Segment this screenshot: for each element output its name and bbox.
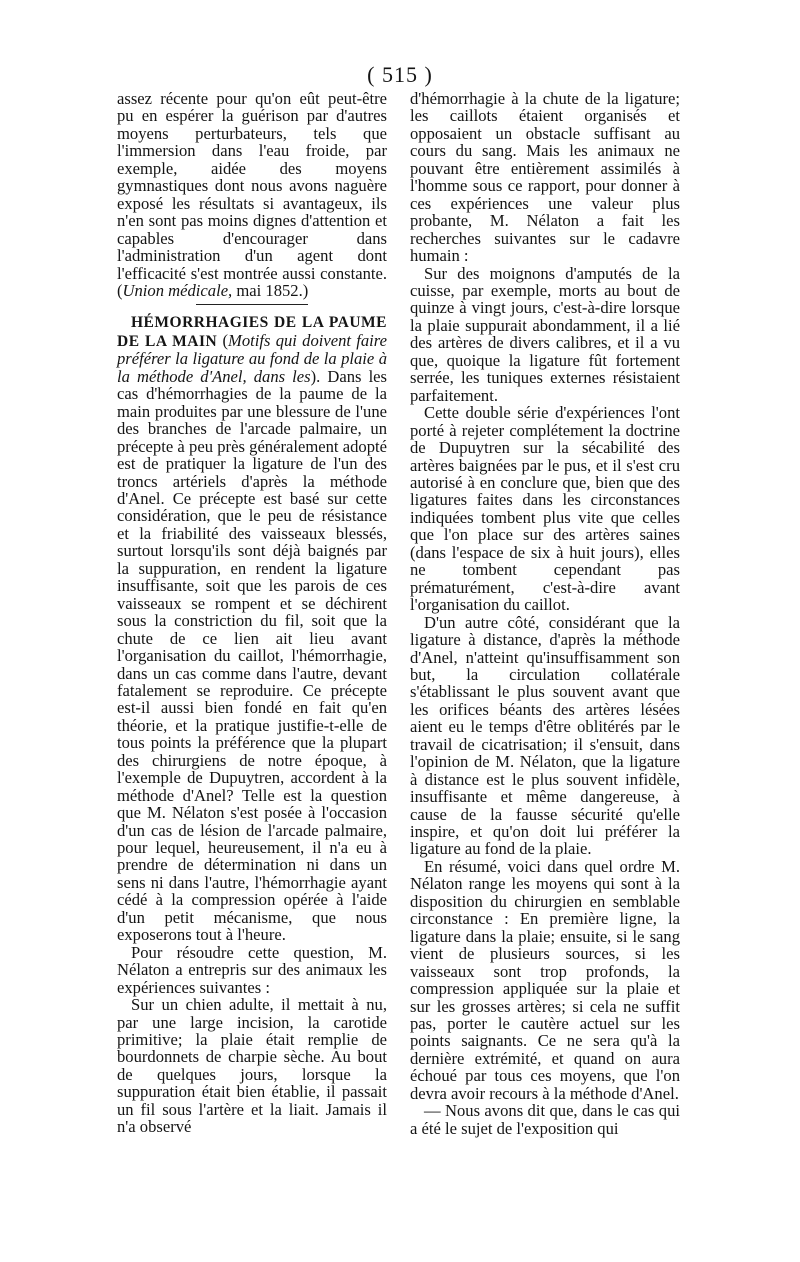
source-open: ( [117,280,123,300]
page-number: ( 515 ) [367,62,433,87]
paragraph: Sur des moignons d'amputés de la cuisse, par exemple, morts au bout de quinze à vingt jours, c'est-à-dire lorsque la plaie suppurait abondamment, il a lié des artères de divers calibres, et il a vu que, quoique la ligature fût fortement serrée, les tuniques externes résistaient parfaitement. [410,263,680,405]
paragraph [117,90,387,299]
section-heading: HÉMORRHAGIES DE LA PAUME DE LA MAIN [117,314,387,350]
paragraph: En résumé, voici dans quel ordre M. Nélaton range les moyens qui sont à la disposition du chirurgien en semblable circonstance : En première ligne, la ligature dans la plaie; ensuite, si le sang vient de plusieurs sources, si les vaisseaux sont trop profonds, la compression appliquée sur la plaie et sur les grosses artères; si cela ne suffit pas, porter le cautère actuel sur les points saignants. Ce ne sera qu'à la dernière extrémité, et quand on aura échoué par tous ces moyens, que l'on devra avoir recours à la méthode d'Anel. [410,856,680,1103]
paragraph: d'hémorrhagie à la chute de la ligature; les caillots étaient organisés et opposaient un obstacle suffisant au cours du sang. Mais les animaux ne pouvant être entièrement assimilés à l'homme sous ce rapport, pour donner à ces expériences une valeur plus probante, M. Nélaton a fait les recherches suivantes sur le cadavre humain : [410,89,680,266]
right-column [410,90,680,1137]
paragraph-text: Dans les cas d'hémorrhagies de la paume de la main produites par une blessure de l'une des branches de l'arcade palmaire, un précepte à peu près généralement adopté est de pratiquer la ligature de l'un des troncs artériels d'après la méthode d'Anel. Ce précepte est basé sur cette considération, que le peu de résistance et la friabilité des vaisseaux blessés, surtout lorsqu'ils sont déjà baignés par la suppuration, en rendent la ligature insuffisante, soit que les parois de ces vaisseaux se rompent et se déchirent sous la constriction du fil, soit que la chute de ce lien ait lieu avant l'organisation du caillot, l'hémorrhagie, dans un cas comme dans l'autre, devant fatalement se reproduire. Ce précepte est-il aussi bien fondé en fait qu'en théorie, et la pratique justifie-t-elle de tous points la préférence que la plupart des chirurgiens de notre époque, à l'exemple de Dupuytren, accordent à la méthode d'Anel? Telle est la question que M. Nélaton s'est posée à l'occasion d'un cas de lésion de l'arcade palmaire, pour lequel, heureusement, il n'a eu à prendre de détermination ni dans un sens ni dans l'autre, l'hémorrhagie ayant cédé à la compression opérée à l'aide d'un petit mécanisme, que nous exposerons tout à l'heure. [117,366,388,945]
paragraph [117,313,387,943]
section-divider [196,304,308,305]
subtitle-open: ( [217,330,229,350]
paragraph: Cette double série d'expériences l'ont porté à rejeter complétement la doctrine de Dupuytren sur la sécabilité des artères baignées par le pus, et il s'est cru autorisé à en conclure que, bien que des ligatures faites dans les circonstances indiquées tombent plus vite que celles que l'on place sur des artères saines (dans l'espace de six à huit jours), elles ne tombent cependant pas prématurément, c'est-à-dire avant l'organisation du caillot. [410,403,680,615]
paragraph-text: assez récente pour qu'on eût peut-être pu en espérer la guérison par d'autres moyens perturbateurs, tels que l'immersion dans l'eau froide, par exemple, aidée des moyens gymnastiques dont nous avons naguère exposé les résultats si avantageux, ils n'en sont pas moins dignes d'attention et capables d'encourager dans l'administration d'un agent dont l'efficacité s'est montrée aussi constante. [117,89,387,283]
source-close: mai 1852.) [232,280,309,300]
paragraph: Sur un chien adulte, il mettait à nu, par une large incision, la carotide primitive; la plaie était remplie de bourdonnets de charpie sèche. Au bout de quelques jours, lorsque la suppuration était bien établie, il passait un fil sous l'artère et la liait. Jamais il n'a observé [117,995,387,1137]
paragraph: Pour résoudre cette question, M. Nélaton a entrepris sur des animaux les expériences suivantes : [117,942,387,997]
source-citation: Union médicale, [122,280,233,300]
paragraph: — Nous avons dit que, dans le cas qui a été le sujet de l'exposition qui [410,1101,680,1138]
section-subtitle: Motifs qui doivent faire préférer la ligature au fond de la plaie à la méthode d'Anel, dans les [117,330,387,386]
paragraph: D'un autre côté, considérant que la ligature à distance, d'après la méthode d'Anel, n'atteint qu'insuffisamment son but, la circulation collatérale s'établissant le plus souvent avant que les orifices béants des artères lésées aient eu le temps d'être oblitérés par le travail de cicatrisation; il s'ensuit, dans l'opinion de M. Nélaton, que la ligature à distance est le plus souvent infidèle, insuffisante et même dangereuse, à cause de la fausse sécurité qu'elle inspire, et qu'on doit lui préférer la ligature au fond de la plaie. [410,612,680,859]
left-column [117,90,387,1136]
subtitle-close: ). [310,366,328,386]
